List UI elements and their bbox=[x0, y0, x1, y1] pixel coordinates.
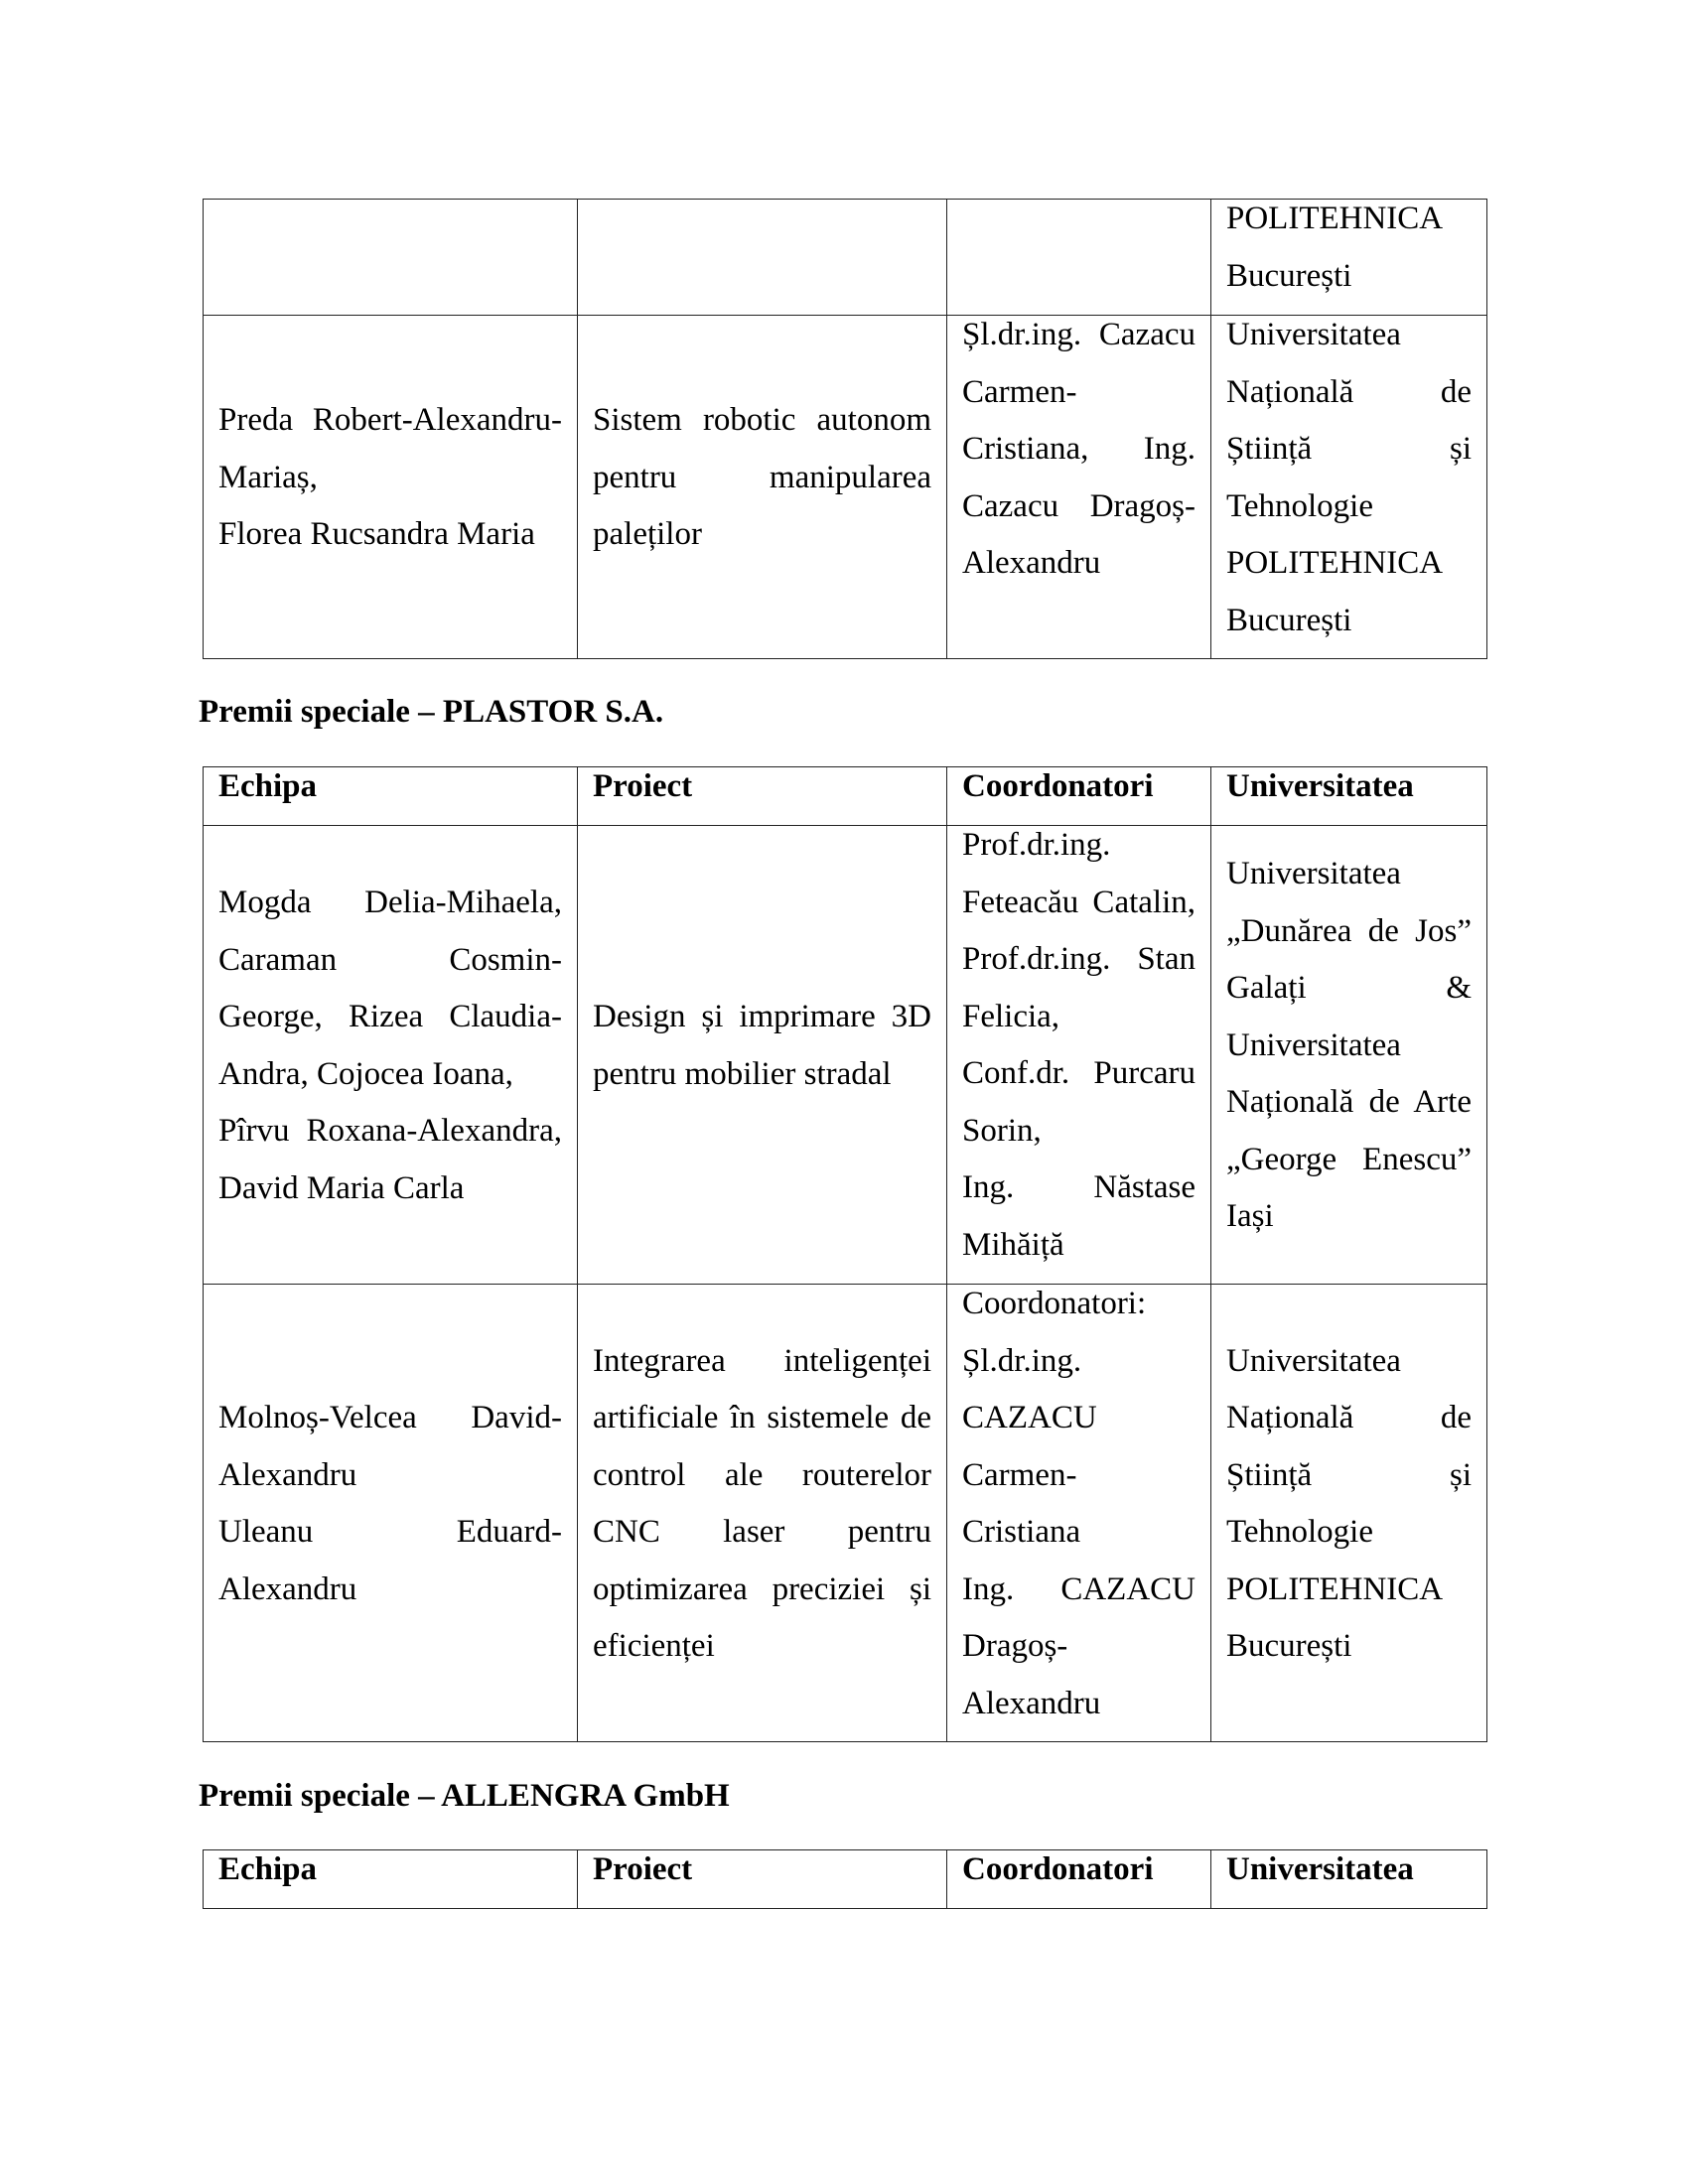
cell-echipa bbox=[204, 1285, 578, 1742]
cell-text-line: Tehnologie bbox=[1226, 1514, 1373, 1550]
cell-proiect bbox=[578, 316, 947, 659]
cell-text-line: Preda Robert-Alexandru- bbox=[218, 402, 562, 439]
cell-text-line: POLITEHNICA bbox=[1226, 545, 1444, 581]
cell-text-line: CNC laser pentru bbox=[593, 1514, 931, 1550]
cell-text-line: „Dunărea de Jos” bbox=[1226, 912, 1472, 949]
cell-text-line: Universitatea bbox=[1226, 1026, 1401, 1063]
cell-text-line: Națională de Arte bbox=[1226, 1084, 1472, 1121]
cell-text-line: Cristiana bbox=[962, 1514, 1081, 1550]
cell-text-line: Iași bbox=[1226, 1198, 1274, 1235]
cell-text-line: Șl.dr.ing. Cazacu bbox=[962, 317, 1196, 352]
cell-text-line: Uleanu Eduard- bbox=[218, 1514, 562, 1550]
header-universitatea: Universitatea bbox=[1211, 767, 1487, 826]
cell-text-line: Integrarea inteligenței bbox=[593, 1342, 931, 1379]
header-proiect: Proiect bbox=[578, 1850, 947, 1909]
cell-text-line: Universitatea bbox=[1226, 1342, 1401, 1379]
header-proiect: Proiect bbox=[578, 767, 947, 826]
table-row bbox=[204, 826, 1487, 1285]
cell-text-line: Carmen- bbox=[962, 373, 1077, 410]
cell-proiect bbox=[578, 200, 947, 316]
cell-text-line: CAZACU bbox=[962, 1400, 1097, 1435]
table-row bbox=[204, 316, 1487, 659]
header-coordonatori: Coordonatori bbox=[947, 767, 1211, 826]
cell-text-line: Caraman Cosmin- bbox=[218, 941, 562, 978]
cell-text-line: pentru manipularea bbox=[593, 459, 931, 495]
cell-text-line: Ing. Năstase bbox=[962, 1169, 1196, 1205]
cell-text-line: Națională de bbox=[1226, 373, 1472, 410]
cell-coordonatori bbox=[947, 200, 1211, 316]
cell-text-line: Universitatea bbox=[1226, 856, 1401, 892]
cell-text-line: Feteacău Catalin, bbox=[962, 884, 1196, 920]
cell-text-line: București bbox=[1226, 1628, 1352, 1664]
cell-text-line: Sorin, bbox=[962, 1112, 1042, 1149]
cell-text-line: Felicia, bbox=[962, 998, 1060, 1034]
cell-text-line: Ing. CAZACU bbox=[962, 1570, 1196, 1607]
cell-text-line: Alexandru bbox=[962, 545, 1101, 581]
cell-text-line: Alexandru bbox=[962, 1685, 1101, 1721]
cell-text-line: Andra, Cojocea Ioana, bbox=[218, 1055, 513, 1092]
cell-text-line: POLITEHNICA bbox=[1226, 1570, 1444, 1607]
cell-universitatea bbox=[1211, 316, 1487, 659]
cell-text-line: Șl.dr.ing. bbox=[962, 1342, 1082, 1379]
cell-text-line: Mariaș, bbox=[218, 459, 318, 495]
cell-proiect bbox=[578, 1285, 947, 1742]
cell-text-line: paleților bbox=[593, 516, 702, 553]
cell-text-line: Cazacu Dragoș- bbox=[962, 487, 1196, 524]
cell-text-line: POLITEHNICA bbox=[1226, 201, 1444, 236]
plastor-awards-table bbox=[203, 766, 1487, 1742]
allengra-awards-table bbox=[203, 1849, 1487, 1909]
cell-text-line: Conf.dr. Purcaru bbox=[962, 1055, 1196, 1091]
cell-universitatea bbox=[1211, 200, 1487, 316]
cell-text-line: Știință și bbox=[1226, 431, 1472, 467]
cell-text-line: Tehnologie bbox=[1226, 487, 1373, 524]
table-header-row bbox=[204, 1850, 1487, 1909]
cell-proiect bbox=[578, 826, 947, 1285]
cell-text-line: Prof.dr.ing. Stan bbox=[962, 941, 1196, 977]
cell-text-line: artificiale în sistemele de bbox=[593, 1400, 931, 1435]
header-universitatea: Universitatea bbox=[1211, 1850, 1487, 1909]
cell-text-line: Molnoș-Velcea David- bbox=[218, 1400, 562, 1435]
cell-text-line: Cristiana, Ing. bbox=[962, 431, 1196, 467]
cell-text-line: Carmen- bbox=[962, 1456, 1077, 1493]
continued-awards-table bbox=[203, 199, 1487, 659]
cell-text-line: pentru mobilier stradal bbox=[593, 1055, 892, 1092]
header-echipa: Echipa bbox=[204, 1850, 578, 1909]
cell-text-line: Mihăiță bbox=[962, 1226, 1064, 1263]
cell-text-line: Universitatea bbox=[1226, 317, 1401, 352]
cell-text-line: Dragoș- bbox=[962, 1628, 1068, 1664]
cell-text-line: București bbox=[1226, 602, 1352, 638]
section-heading-allengra: Premii speciale – ALLENGRA GmbH bbox=[199, 1778, 730, 1814]
cell-text-line: optimizarea preciziei și bbox=[593, 1570, 931, 1607]
table-row bbox=[204, 1285, 1487, 1742]
cell-text-line: George, Rizea Claudia- bbox=[218, 999, 562, 1034]
cell-echipa bbox=[204, 826, 578, 1285]
cell-text-line: Prof.dr.ing. bbox=[962, 827, 1111, 863]
cell-text-line: Coordonatori: bbox=[962, 1286, 1147, 1321]
cell-echipa bbox=[204, 200, 578, 316]
cell-text-line: Alexandru bbox=[218, 1456, 357, 1493]
header-echipa: Echipa bbox=[204, 767, 578, 826]
cell-text-line: Galați & bbox=[1226, 970, 1472, 1007]
cell-universitatea bbox=[1211, 826, 1487, 1285]
cell-coordonatori bbox=[947, 316, 1211, 659]
cell-text-line: eficienței bbox=[593, 1628, 715, 1664]
cell-text-line: Pîrvu Roxana-Alexandra, bbox=[218, 1113, 562, 1149]
cell-text-line: Națională de bbox=[1226, 1400, 1472, 1435]
cell-echipa bbox=[204, 316, 578, 659]
cell-text-line: Alexandru bbox=[218, 1570, 357, 1607]
table-row bbox=[204, 200, 1487, 316]
cell-universitatea bbox=[1211, 1285, 1487, 1742]
cell-text-line: control ale routerelor bbox=[593, 1456, 931, 1493]
cell-text-line: Design și imprimare 3D bbox=[593, 999, 931, 1034]
cell-text-line: Mogda Delia-Mihaela, bbox=[218, 885, 562, 920]
cell-text-line: „George Enescu” bbox=[1226, 1141, 1472, 1177]
table-header-row bbox=[204, 767, 1487, 826]
cell-text-line: Știință și bbox=[1226, 1456, 1472, 1493]
cell-text-line: David Maria Carla bbox=[218, 1169, 465, 1206]
cell-text-line: Sistem robotic autonom bbox=[593, 402, 931, 439]
header-coordonatori: Coordonatori bbox=[947, 1850, 1211, 1909]
section-heading-plastor: Premii speciale – PLASTOR S.A. bbox=[199, 694, 664, 730]
cell-text-line: București bbox=[1226, 257, 1352, 294]
cell-text-line: Florea Rucsandra Maria bbox=[218, 516, 535, 553]
cell-coordonatori bbox=[947, 826, 1211, 1285]
cell-coordonatori bbox=[947, 1285, 1211, 1742]
